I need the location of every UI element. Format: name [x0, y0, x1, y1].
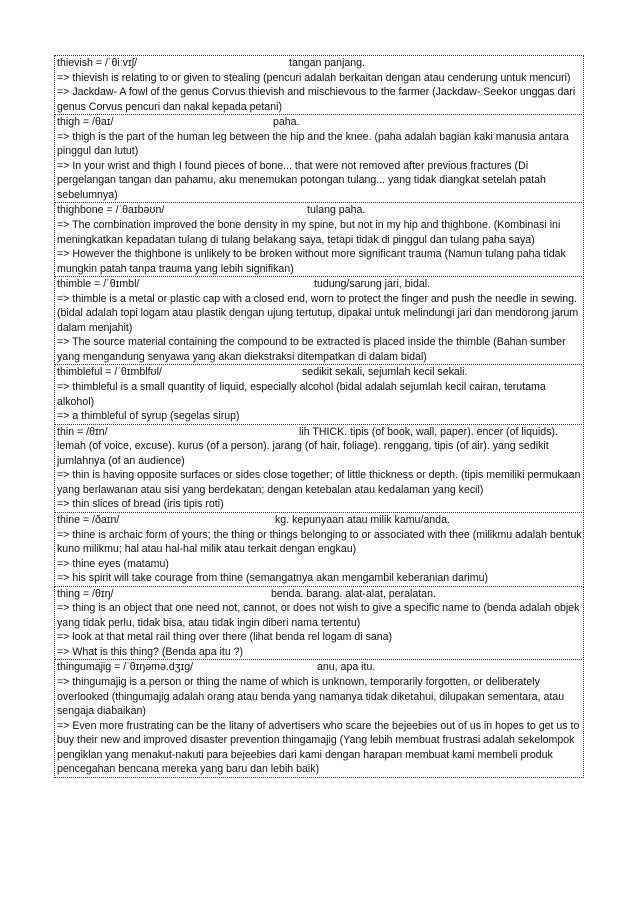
dictionary-entry: [54, 512, 584, 587]
entry-line: => thigh is the part of the human leg between the hip and the knee. (paha adalah bagian kaki manusia antara pinggul dan lutut): [57, 130, 569, 158]
meaning: lih THICK. tipis (of book, wall, paper). encer (of liquids). lemah (of voice, excuse). kurus (of a person). jarang (of hair, foliage). renggang, tipis (of air). yang sedikit jumlahnya (of an audience): [57, 425, 558, 467]
entry-line: => In your wrist and thigh I found pieces of bone... that were not removed after previous fractures (Di pergelangan tangan dan pahamu, aku menemukan potongan tulang... yang tidak diangkat setelah patah sebelumnya): [57, 159, 546, 201]
entry-line: => thine eyes (matamu): [57, 557, 169, 570]
entry-line: => The source material containing the compound to be extracted is placed inside the thimble (Bahan sumber yang mengandung senyawa yang akan diekstraksi ditempatkan di dalam bidal): [57, 336, 566, 363]
dictionary-entry: [54, 55, 584, 115]
dictionary-entry: [54, 364, 584, 424]
headword: thine = /ðaɪn/: [57, 513, 120, 526]
entry-line: => The combination improved the bone density in my spine, but not in my hip and thighbone. (Kombinasi ini meningkatkan kepadatan tulang di tulang belakang saya, tetapi tidak di pinggul dan tulang paha saya): [57, 219, 561, 246]
meaning: tangan panjang.: [289, 57, 365, 69]
dictionary-entry: [54, 202, 584, 277]
dictionary-entry: [54, 276, 584, 365]
entry-line: => thimble is a metal or plastic cap with a closed end, worn to protect the finger and push the needle in sewing. (bidal adalah topi logam atau plastik dengan ujung tertutup, dipakai untuk melindungi jari dan mendorong jarum dalam menjahit): [57, 292, 579, 334]
entry-line: => Even more frustrating can be the litany of advertisers who scare the bejeebies out of us in hopes to get us to buy their new and improved disaster prevention thingamajig (Yang lebih membuat frustrasi adalah sekelompok pengiklan yang menakut-nakuti para bejeebies dari kami dengan harapan membuat kami membeli produk pencegahan bencana mereka yang baru dan lebih baik): [57, 719, 580, 776]
headword: thingumajig = /ˈθɪŋəmə.dʒɪɡ/: [57, 661, 194, 674]
entry-line: => thing is an object that one need not, cannot, or does not wish to give a specific name to (benda adalah objek yang tidak perlu, tidak bisa, atau tidak ingin diberi nama tertentu): [57, 602, 580, 629]
entry-line: => thingumajig is a person or thing the name of which is unknown, temporarily forgotten, or deliberately overlooked (thingumajig adalah orang atau benda yang namanya tidak diketahui, dilupakan sementara, atau sengaja diabaikan): [57, 675, 565, 718]
entry-line: => thievish is relating to or given to stealing (pencuri adalah berkaitan dengan atau cenderung untuk mencuri): [57, 71, 571, 84]
entry-line: => What is this thing? (Benda apa itu ?): [57, 645, 244, 658]
entry-line: => thimbleful is a small quantity of liquid, especially alcohol (bidal adalah sejumlah kecil cairan, terutama alkohol): [57, 381, 546, 408]
dictionary-page: [54, 55, 584, 778]
headword: thimbleful = /ˈθɪmblfʊl/: [57, 366, 162, 379]
dictionary-entry: [54, 659, 584, 777]
meaning: tudung/sarung jari, bidal.: [314, 278, 431, 291]
entry-line: => look at that metal rail thing over there (lihat benda rel logam di sana): [57, 631, 393, 644]
headword: thin = /θɪn/: [57, 425, 108, 438]
dictionary-entry: [54, 114, 584, 203]
meaning: anu, apa itu.: [317, 661, 376, 674]
meaning: benda. barang. alat-alat, peralatan.: [271, 587, 436, 600]
meaning: paha.: [273, 116, 300, 129]
headword: thigh = /θaɪ/: [57, 116, 114, 129]
entry-line: => Jackdaw- A fowl of the genus Corvus thievish and mischievous to the farmer (Jackdaw- Seekor unggas dari genus Corvus pencuri dan nakal kepada petani): [57, 86, 576, 113]
meaning: kg. kepunyaan atau milik kamu/anda.: [275, 513, 450, 526]
headword: thing = /θɪŋ/: [57, 587, 114, 600]
headword: thimble = /ˈθɪmbl/: [57, 278, 140, 291]
dictionary-entry: [54, 586, 584, 661]
entry-line: => However the thighbone is unlikely to be broken without more significant trauma (Namun tulang paha tidak mungkin patah tanpa trauma yang lebih signifikan): [57, 248, 566, 275]
meaning: sedikit sekali, sejumlah kecil sekali.: [302, 366, 468, 379]
headword: thighbone = /ˈθaɪbəʊn/: [57, 204, 165, 217]
headword: thievish = /ˈθiːvɪʃ/: [57, 57, 138, 69]
entry-line: => thin slices of bread (iris tipis roti): [57, 498, 224, 511]
entry-line: => thin is having opposite surfaces or sides close together; of little thickness or depth. (tipis memiliki permukaan yang berlawanan atau sisi yang berdekatan; dengan ketebalan atau kedalaman yang kecil): [57, 469, 581, 496]
entry-line: => thine is archaic form of yours; the thing or things belonging to or associated with thee (milikmu adalah bentuk kuno milikmu; hal atau hal-hal milik atau terkait dengan engkau): [57, 528, 582, 556]
meaning: tulang paha.: [307, 204, 366, 217]
dictionary-entry: [54, 424, 584, 513]
entry-line: => his spirit will take courage from thine (semangatnya akan mengambil keberanian darimu): [57, 572, 489, 585]
entry-line: => a thimbleful of syrup (segelas sirup): [57, 410, 240, 423]
